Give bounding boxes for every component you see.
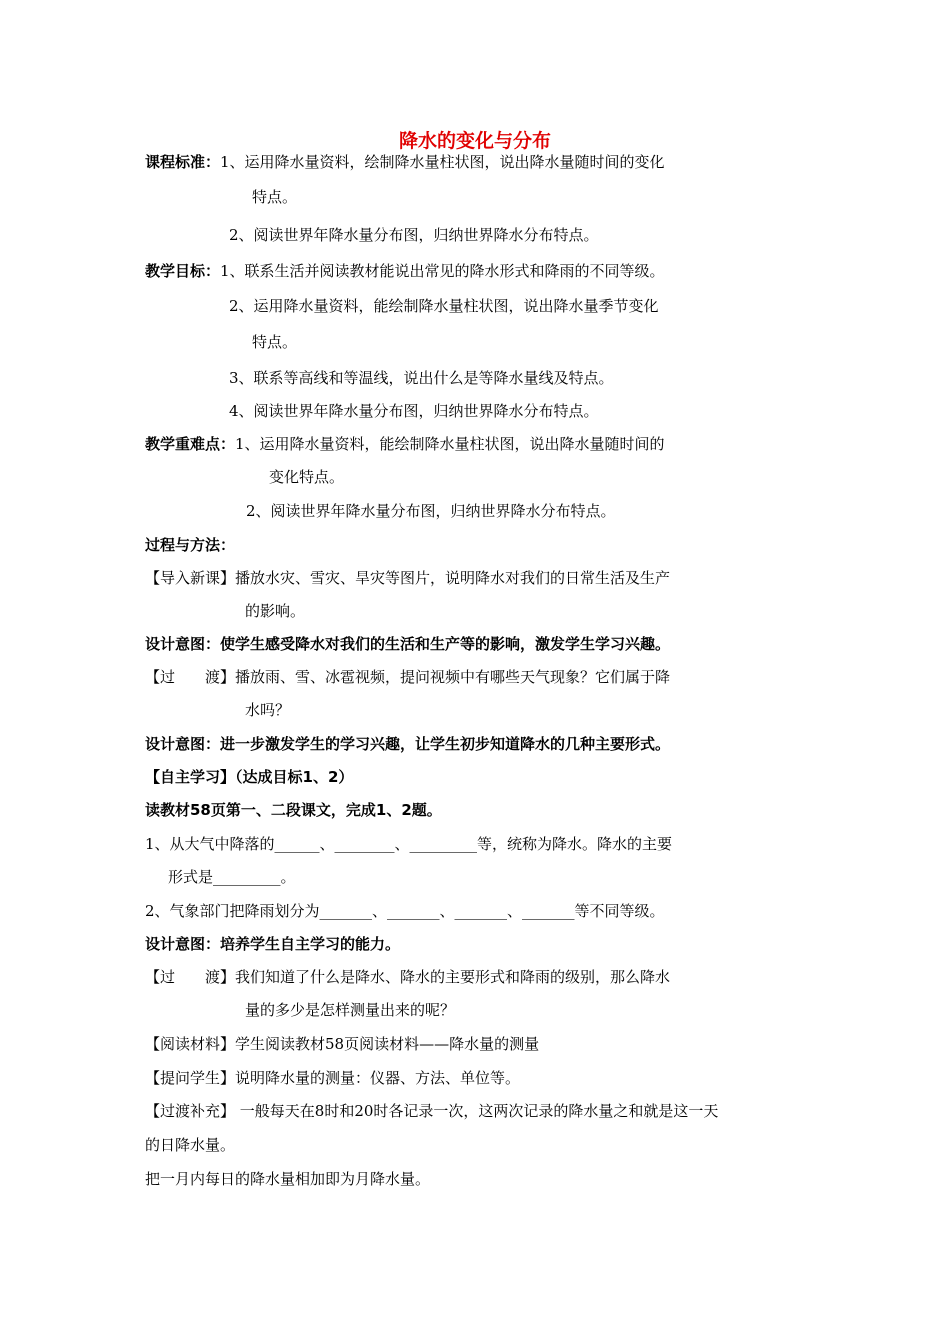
intro-line-1: 【导入新课】播放水灾、雪灾、旱灾等图片，说明降水对我们的日常生活及生产 — [145, 569, 671, 587]
line-text: 1、联系生活并阅读教材能说出常见的降水形式和降雨的不同等级。 — [220, 262, 665, 280]
course-standard-line-1-cont: 特点。 — [252, 188, 298, 206]
line-text: 1、运用降水量资料，绘制降水量柱状图，说出降水量随时间的变化 — [220, 153, 665, 171]
design-intent-3: 设计意图：培养学生自主学习的能力。 — [145, 935, 401, 953]
page-title: 降水的变化与分布 — [398, 130, 551, 152]
course-standard-line-2: 2、阅读世界年降水量分布图，归纳世界降水分布特点。 — [229, 226, 599, 244]
question-1-line-1: 1、从大气中降落的______、________、_________等，统称为降水。降水的主要 — [145, 835, 673, 853]
teaching-goal-line-1 — [145, 261, 665, 281]
section-label: 课程标准： — [145, 153, 221, 171]
transition-line-1: 【过 渡】播放雨、雪、冰雹视频，提问视频中有哪些天气现象？它们属于降 — [145, 668, 671, 686]
process-heading: 过程与方法： — [145, 536, 236, 554]
teaching-goal-line-2-cont: 特点。 — [252, 333, 298, 351]
key-points-line-1-cont: 变化特点。 — [269, 468, 345, 486]
design-intent-2: 设计意图：进一步激发学生的学习兴趣，让学生初步知道降水的几种主要形式。 — [145, 735, 671, 753]
section-label: 教学重难点： — [145, 435, 236, 453]
section-label: 教学目标： — [145, 262, 221, 280]
intro-line-2: 的影响。 — [245, 602, 306, 620]
transition-2-line-2: 量的多少是怎样测量出来的呢？ — [245, 1001, 456, 1019]
supplement-line-3: 把一月内每日的降水量相加即为月降水量。 — [145, 1170, 431, 1188]
transition-line-2: 水吗？ — [245, 701, 291, 719]
question-1-line-2: 形式是_________。 — [168, 868, 296, 886]
reading-material: 【阅读材料】学生阅读教材58页阅读材料——降水量的测量 — [145, 1035, 540, 1053]
course-standard-line-1 — [145, 152, 665, 172]
supplement-line-2: 的日降水量。 — [145, 1136, 236, 1154]
self-study-heading: 【自主学习】（达成目标1、2） — [145, 768, 354, 786]
line-text: 1、运用降水量资料，能绘制降水量柱状图，说出降水量随时间的 — [235, 435, 665, 453]
teaching-goal-line-2: 2、运用降水量资料，能绘制降水量柱状图，说出降水量季节变化 — [229, 297, 659, 315]
design-intent-1: 设计意图：使学生感受降水对我们的生活和生产等的影响，激发学生学习兴趣。 — [145, 635, 671, 653]
reading-task: 读教材58页第一、二段课文，完成1、2题。 — [145, 801, 442, 819]
question-students: 【提问学生】说明降水量的测量：仪器、方法、单位等。 — [145, 1069, 521, 1087]
key-points-line-1 — [145, 434, 665, 454]
teaching-goal-line-3: 3、联系等高线和等温线，说出什么是等降水量线及特点。 — [229, 369, 614, 387]
supplement-line-1: 【过渡补充】 一般每天在8时和20时各记录一次，这两次记录的降水量之和就是这一天 — [145, 1102, 719, 1120]
teaching-goal-line-4: 4、阅读世界年降水量分布图，归纳世界降水分布特点。 — [229, 402, 599, 420]
question-2: 2、气象部门把降雨划分为_______、_______、_______、_______等不同等级。 — [145, 902, 665, 920]
transition-2-line-1: 【过 渡】我们知道了什么是降水、降水的主要形式和降雨的级别，那么降水 — [145, 968, 671, 986]
key-points-line-2: 2、阅读世界年降水量分布图，归纳世界降水分布特点。 — [246, 502, 616, 520]
